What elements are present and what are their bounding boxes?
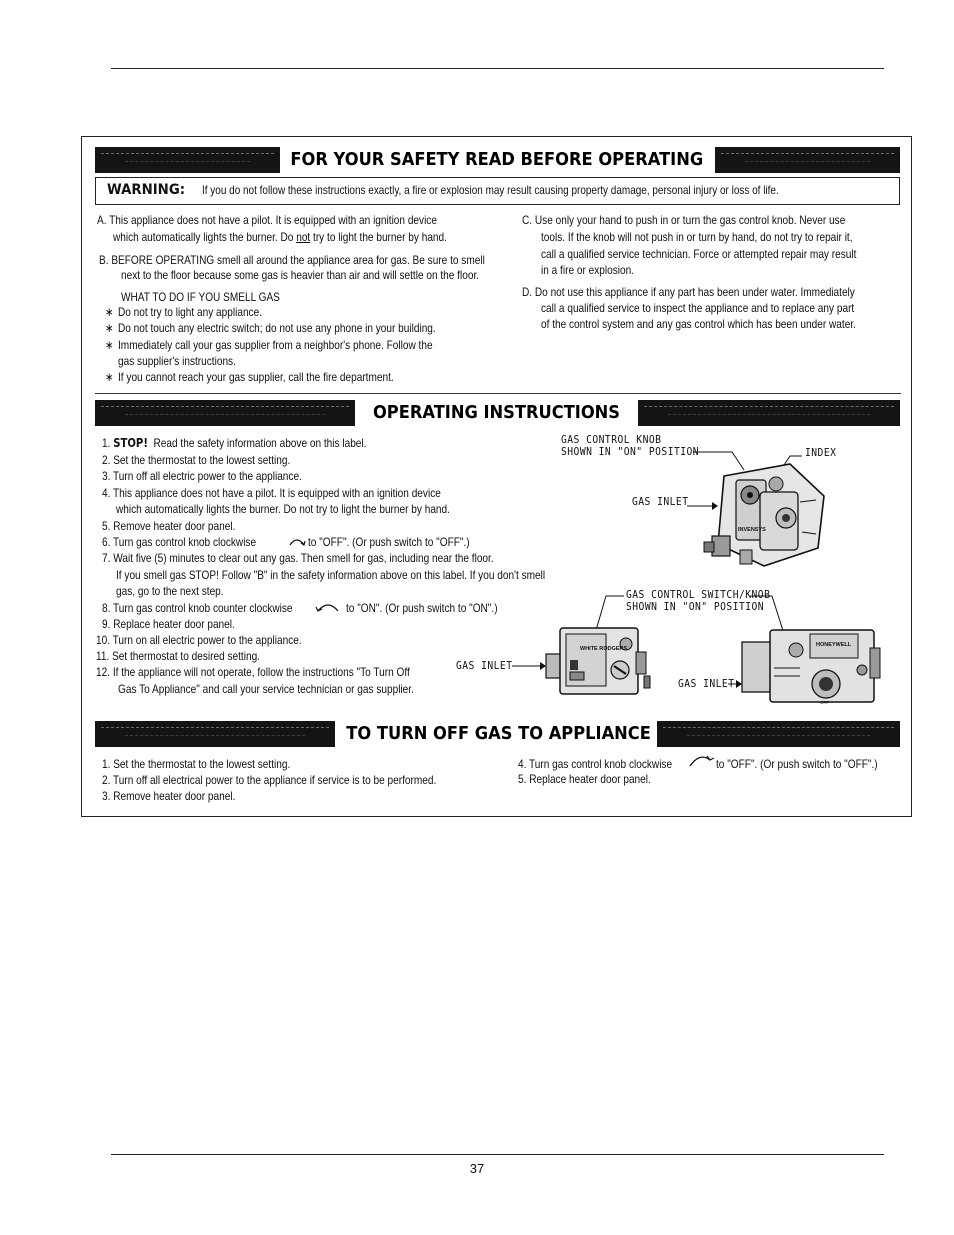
item-a-line2-pre: which automatically lights the burner. Do	[113, 230, 297, 244]
step-6-post: to "OFF". (Or push switch to "OFF".)	[308, 535, 470, 549]
step-1-num: 1.	[102, 436, 111, 450]
item-b-line2: next to the floor because some gas is heavier than air and will settle on the floor.	[121, 268, 480, 282]
item-c-line4: in a fire or explosion.	[541, 263, 635, 277]
item-d-line3: of the control system and any gas control which has been under water.	[541, 317, 856, 331]
item-a-line1: A. This appliance does not have a pilot. It is equipped with an ignition device	[97, 213, 437, 227]
item-d-line2: call a qualified service to inspect the appliance and to replace any part	[541, 301, 855, 315]
safety-title: FOR YOUR SAFETY READ BEFORE OPERATING	[290, 150, 704, 170]
header-bar-right	[657, 721, 900, 747]
step-7-line1: 7. Wait five (5) minutes to clear out any gas. Then smell for gas, including near the floor.	[102, 551, 494, 565]
invensys-brand: INVENSYS	[738, 527, 766, 533]
gas-valve-illustration-white-rodgers	[510, 620, 660, 700]
knob-label-line1: GAS CONTROL KNOB	[561, 434, 662, 446]
operating-header	[95, 400, 900, 426]
step-7-line3: gas, go to the next step.	[116, 584, 224, 598]
white-rodgers-brand: WHITE RODGERS	[580, 646, 628, 652]
turnoff-step-4-pre: 4. Turn gas control knob clockwise	[518, 757, 673, 771]
step-5: 5. Remove heater door panel.	[102, 519, 236, 533]
warning-label: WARNING:	[107, 182, 186, 198]
bullet-mark: ∗	[105, 370, 114, 384]
turnoff-step-4-post: to "OFF". (Or push switch to "OFF".)	[716, 757, 878, 771]
section-divider	[95, 393, 901, 394]
counter-clockwise-arrow-icon	[314, 598, 342, 613]
knob-label-line2: SHOWN IN "ON" POSITION	[561, 446, 700, 458]
step-1-text: Read the safety information above on this label.	[153, 436, 367, 450]
index-label: INDEX	[805, 447, 837, 459]
bullet-3: Immediately call your gas supplier from a neighbor's phone. Follow the	[118, 338, 433, 352]
warning-box	[95, 177, 900, 205]
item-a-line2	[113, 230, 447, 244]
header-bar-left	[95, 721, 335, 747]
clockwise-arrow-icon	[287, 533, 307, 547]
item-a-line2-post: try to light the burner by hand.	[310, 230, 447, 244]
bullet-mark: ∗	[105, 338, 114, 352]
stop-label: STOP!	[113, 436, 148, 450]
step-8-pre: 8. Turn gas control knob counter clockwise	[102, 601, 293, 615]
bullet-mark: ∗	[105, 321, 114, 335]
bottom-rule	[111, 1154, 884, 1155]
turnoff-step-5: 5. Replace heater door panel.	[518, 772, 651, 786]
header-bar-left	[95, 400, 355, 426]
clockwise-arrow-icon	[688, 751, 716, 768]
smell-heading: WHAT TO DO IF YOU SMELL GAS	[121, 290, 280, 304]
gas-inlet-label-top: GAS INLET	[632, 496, 689, 508]
bullet-4: If you cannot reach your gas supplier, call the fire department.	[118, 370, 394, 384]
turnoff-header	[95, 721, 900, 747]
item-a-not: not	[296, 230, 311, 244]
step-6-pre: 6. Turn gas control knob clockwise	[102, 535, 257, 549]
safety-header	[95, 147, 900, 173]
step-12: 12. If the appliance will not operate, follow the instructions "To Turn Off	[96, 665, 410, 679]
step-4: 4. This appliance does not have a pilot. It is equipped with an ignition device	[102, 486, 441, 500]
item-d-line1: D. Do not use this appliance if any part has been under water. Immediately	[522, 285, 855, 299]
item-c-line3: call a qualified service technician. Force or attempted repair may result	[541, 247, 857, 261]
gas-inlet-label-left: GAS INLET	[456, 660, 513, 672]
bullet-1: Do not try to light any appliance.	[118, 305, 263, 319]
header-bar-left	[95, 147, 280, 173]
gas-valve-illustration-invensys	[690, 440, 830, 580]
turnoff-step-3: 3. Remove heater door panel.	[102, 789, 236, 803]
step-10: 10. Turn on all electric power to the appliance.	[96, 633, 302, 647]
turnoff-step-2: 2. Turn off all electrical power to the appliance if service is to be performed.	[102, 773, 437, 787]
item-c-line2: tools. If the knob will not push in or turn by hand, do not try to repair it,	[541, 230, 853, 244]
top-rule	[111, 68, 884, 69]
step-9: 9. Replace heater door panel.	[102, 617, 235, 631]
turnoff-title: TO TURN OFF GAS TO APPLIANCE	[346, 724, 651, 744]
header-bar-right	[638, 400, 900, 426]
step-8-post: to "ON". (Or push switch to "ON".)	[346, 601, 498, 615]
step-4-cont: which automatically lights the burner. Do not try to light the burner by hand.	[116, 502, 450, 516]
item-c-line1: C. Use only your hand to push in or turn the gas control knob. Never use	[522, 213, 846, 227]
warning-text: If you do not follow these instructions exactly, a fire or explosion may result causing property damage, personal injury or loss of life.	[202, 184, 779, 197]
gas-valve-illustration-honeywell	[730, 624, 886, 708]
step-1	[102, 436, 366, 450]
item-b-line1: B. BEFORE OPERATING smell all around the appliance area for gas. Be sure to smell	[99, 253, 485, 267]
gas-inlet-label-right: GAS INLET	[678, 678, 735, 690]
honeywell-brand: HONEYWELL	[816, 642, 852, 648]
step-3: 3. Turn off all electric power to the appliance.	[102, 469, 302, 483]
step-2: 2. Set the thermostat to the lowest setting.	[102, 453, 291, 467]
bullet-mark: ∗	[105, 305, 114, 319]
switch-label-line1: GAS CONTROL SWITCH/KNOB	[626, 589, 771, 601]
bullet-3-cont: gas supplier's instructions.	[118, 354, 236, 368]
turnoff-step-1: 1. Set the thermostat to the lowest setting.	[102, 757, 291, 771]
page-number: 37	[469, 1161, 485, 1176]
header-bar-right	[715, 147, 900, 173]
bullet-2: Do not touch any electric switch; do not use any phone in your building.	[118, 321, 436, 335]
switch-label-line2: SHOWN IN "ON" POSITION	[626, 601, 765, 613]
step-11: 11. Set thermostat to desired setting.	[96, 649, 260, 663]
operating-title: OPERATING INSTRUCTIONS	[372, 403, 621, 423]
step-12-cont: Gas To Appliance" and call your service technician or gas supplier.	[118, 682, 414, 696]
step-7-line2: If you smell gas STOP! Follow "B" in the safety information above on this label. If you don't smell	[116, 568, 546, 582]
off-mark: OFF	[820, 700, 829, 705]
